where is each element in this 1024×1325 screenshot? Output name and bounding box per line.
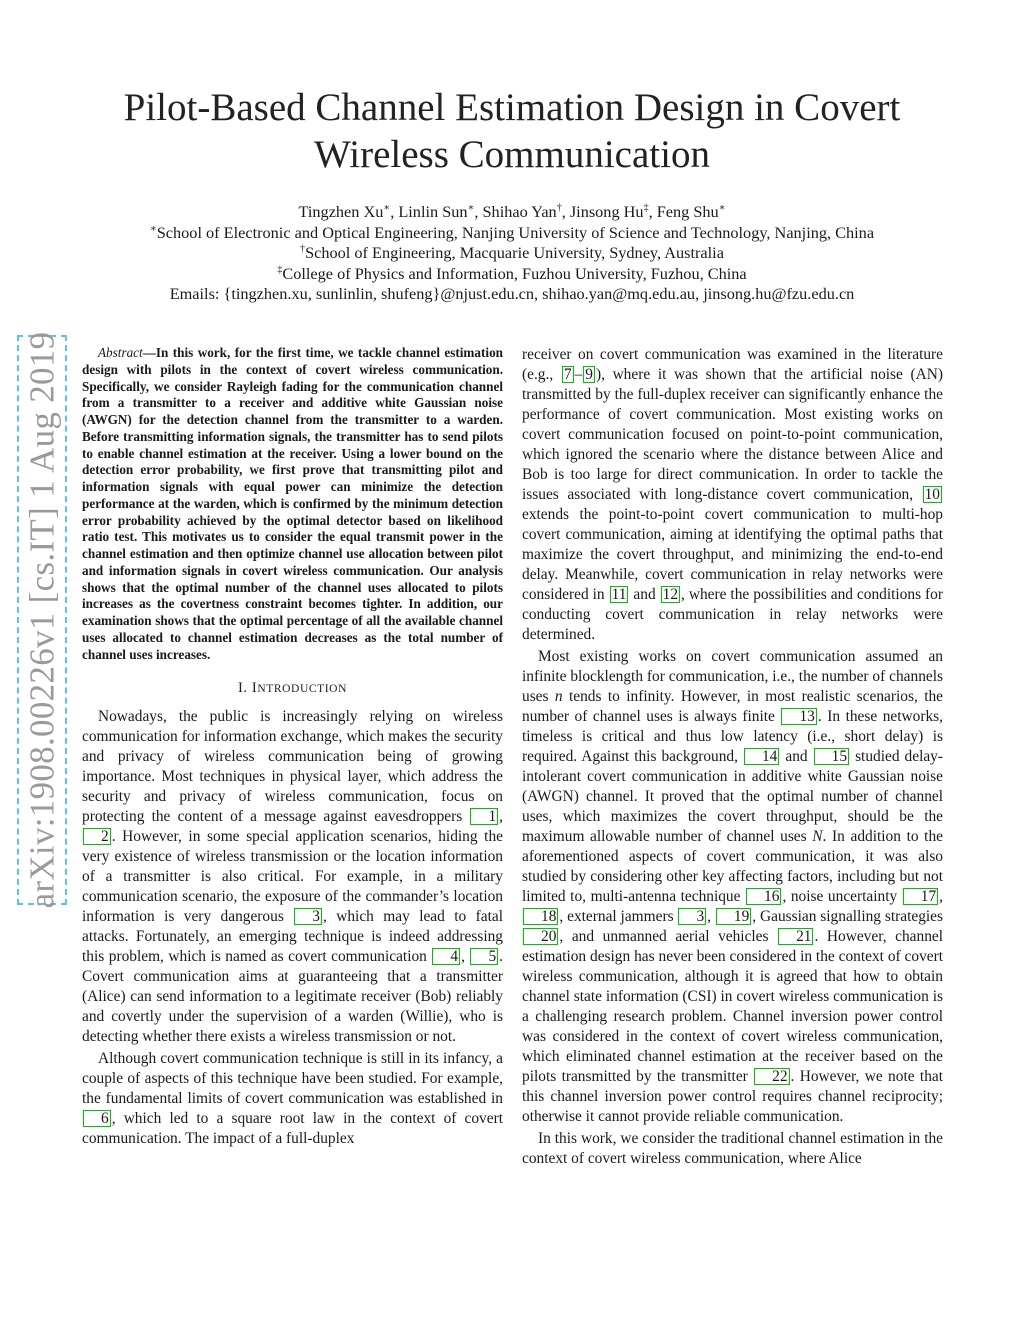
abstract-body: —In this work, for the first time, we tackle channel estimation design with pilots in the context of covert wireless communication. Specifically, we consider Rayleigh fading for the communication channel from a transmitter to a receiver and additive white Gaussian noise (AWGN) for the detection channel from the transmitter to a warden. Before transmitting information signals, the transmitter has to send pilots to enable channel estimation at the receiver. Using a lower bound on the detection error probability, we first prove that transmitting pilot and information signals with equal power can minimize the detection performance at the warden, which is confirmed by the minimum detection error probability achieved by the optimal detector based on likelihood ratio test. This motivates us to consider the equal transmit power in the channel estimation and then optimize channel use allocation between pilot and information signals in covert wireless communication. Our analysis shows that the optimal number of the channel uses allocated to pilots increases as the covertness constraint becomes tighter. In addition, our examination shows that the optimal percentage of all the available channel uses allocated to channel estimation decreases as the total number of channel uses increases. <box>82 345 503 662</box>
citation-link[interactable]: 3 <box>294 908 322 925</box>
citation-link[interactable]: 18 <box>523 908 558 925</box>
intro-paragraph-3: Most existing works on covert communication assumed an infinite blocklength for communication, i.e., the number of channels uses n tends to infinity. However, in most realistic scenarios, the number of channel uses is always finite 13 . In these networks, timeless is critical and thus low latency (i.e., short delay) is required. Against this background, 14 and 15 studied delay-intolerant covert communication in additive white Gaussian noise (AWGN) channel. It proved that the optimal number of channel uses, which maximizes the covert throughput, should be the maximum allowable number of channel uses N. In addition to the aforementioned aspects of covert communication, it was also studied by considering other key affecting factors, including but not limited to, multi-antenna technique 16 , noise uncertainty 17 , 18 , external jammers 3 , 19 , Gaussian signalling strategies 20 , and unmanned aerial vehicles 21 . However, channel estimation design has never been considered in the context of covert wireless communication, although it is agreed that how to obtain channel state information (CSI) in covert wireless communication is a challenging research problem. Channel inversion power control was considered in the context of covert wireless communication, which eliminated channel estimation at the receiver based on the pilots transmitted by the transmitter 22 . However, we note that this channel inversion power control requires channel reciprocity; otherwise it cannot provide reliable communication. <box>522 648 944 1125</box>
citation-link[interactable]: 3 <box>678 908 706 925</box>
variable-n: n <box>554 688 563 705</box>
variable-N: N <box>812 828 823 845</box>
citation-link[interactable]: 6 <box>83 1110 111 1127</box>
citation-link[interactable]: 2 <box>83 828 111 845</box>
abstract-label: Abstract <box>98 345 143 360</box>
affiliation-2: †School of Engineering, Macquarie University, Sydney, Australia <box>300 243 724 262</box>
author-block <box>0 202 1024 305</box>
author-name: Shihao Yan <box>482 202 557 221</box>
intro-paragraph-2: Although covert communication technique is still in its infancy, a couple of aspects of this technique have been studied. For example, the fundamental limits of covert communication was established in 6 , which led to a square root law in the context of covert communication. The impact of a full-duplex <box>82 1050 503 1148</box>
title-line-1: Pilot-Based Channel Estimation Design in Covert <box>123 86 901 129</box>
citation-link[interactable]: 22 <box>754 1068 789 1085</box>
citation-link[interactable]: 20 <box>523 928 558 945</box>
citation-link[interactable]: 19 <box>716 908 751 925</box>
author-names: Tingzhen Xu∗, Linlin Sun∗, Shihao Yan†, Jinsong Hu‡, Feng Shu∗ <box>298 202 726 221</box>
abstract <box>82 345 503 663</box>
citation-link[interactable]: 16 <box>746 888 781 905</box>
citation-link[interactable]: 4 <box>432 948 460 965</box>
citation-link[interactable]: 21 <box>778 928 813 945</box>
author-name: Linlin Sun <box>398 202 468 221</box>
section-heading-introduction: I. INTRODUCTION <box>238 680 347 697</box>
intro-paragraph-4: In this work, we consider the traditional channel estimation in the context of covert wireless communication, where Alice <box>522 1130 943 1167</box>
arxiv-identifier-link[interactable] <box>17 331 67 909</box>
citation-link[interactable]: 12 <box>662 586 679 603</box>
citation-link[interactable]: 17 <box>903 888 938 905</box>
paper-title <box>0 84 1024 178</box>
arxiv-identifier-text: arXiv:1908.00226v1 [cs.IT] 1 Aug 2019 <box>22 331 62 909</box>
right-column <box>522 345 943 1171</box>
citation-link[interactable]: 1 <box>470 808 498 825</box>
author-name: Tingzhen Xu <box>298 202 384 221</box>
citation-link[interactable]: 14 <box>744 748 779 765</box>
citation-link[interactable]: 11 <box>611 586 627 603</box>
citation-link[interactable]: 5 <box>470 948 498 965</box>
affiliation-3: ‡College of Physics and Information, Fuzhou University, Fuzhou, China <box>277 263 747 283</box>
emails: Emails: {tingzhen.xu, sunlinlin, shufeng}@njust.edu.cn, shihao.yan@mq.edu.au, jinsong.hu@fzu.edu.cn <box>169 284 855 303</box>
affiliation-1: ∗School of Electronic and Optical Engineering, Nanjing University of Science and Technology, Nanjing, China <box>149 222 875 242</box>
author-name: Feng Shu <box>656 202 719 221</box>
left-column <box>82 345 503 1151</box>
intro-paragraph-2-continued: receiver on covert communication was examined in the literature (e.g., 7 – 9 ), where it was shown that the artificial noise (AN) transmitted by the full-duplex receiver can significantly enhance the performance of covert communication. Most existing works on covert communication focused on point-to-point communication, which ignored the scenario where the distance between Alice and Bob is too large for direct communication. In order to tackle the issues associated with long-distance covert communication, 10 extends the point-to-point covert communication to multi-hop covert communication, aiming at identifying the optimal paths that maximize the covert throughput, and minimizing the end-to-end delay. Meanwhile, covert communication in relay networks were considered in 11 and 12 , where the possibilities and conditions for conducting covert communication in relay networks were determined. <box>522 346 943 643</box>
citation-link[interactable]: 10 <box>924 486 940 503</box>
author-name: Jinsong Hu <box>569 202 644 221</box>
citation-link[interactable]: 13 <box>781 708 816 725</box>
citation-link[interactable]: 7 <box>563 366 572 383</box>
citation-link[interactable]: 9 <box>585 366 593 383</box>
intro-paragraph-1: Nowadays, the public is increasingly relying on wireless communication for information exchange, which makes the security and privacy of wireless communication being of growing importance. Most techniques in physical layer, which address the security and privacy of wireless communication, focus on protecting the content of a message against eavesdroppers 1 , 2 . However, in some special application scenarios, hiding the very existence of wireless transmission or the location information of a transmitter is also critical. For example, in a military communication scenario, the exposure of the commander’s location information is very dangerous 3 , which may lead to fatal attacks. Fortunately, an emerging technique is indeed addressing this problem, which is named as covert communication 4 , 5 . Covert communication aims at guaranteeing that a transmitter (Alice) can send information to a legitimate receiver (Bob) reliably and covertly under the supervision of a warden (Willie), who is detecting whether there exists a wireless transmission or not. <box>82 708 504 1046</box>
title-line-2: Wireless Communication <box>314 133 710 176</box>
citation-link[interactable]: 15 <box>814 748 849 765</box>
